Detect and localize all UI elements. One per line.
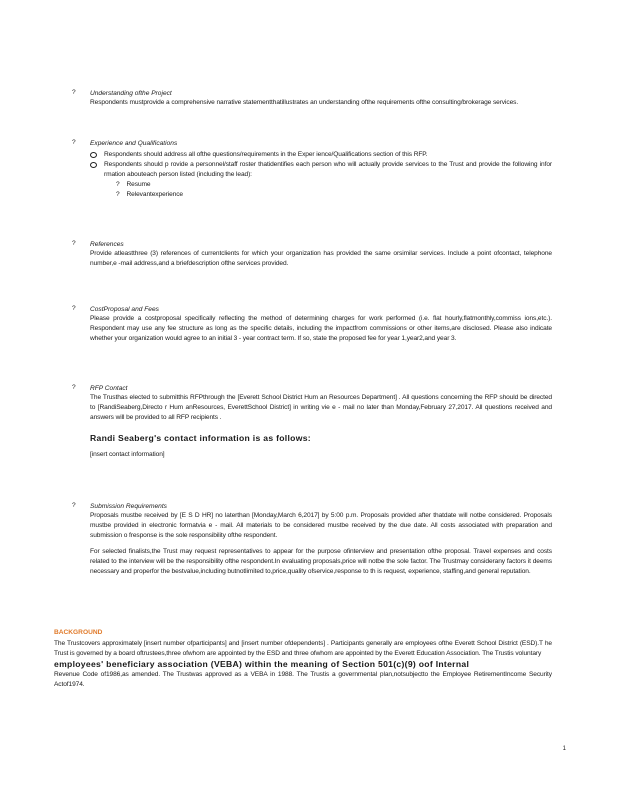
background-heading: BACKGROUND bbox=[54, 629, 103, 636]
section-text: Provide atleastthree (3) references of currentclients for which your organization has provided the same orsimilar services. Include a point ofcontact, telephone number,e -mail address,and a briefdescription ofthe services provided. bbox=[90, 250, 552, 267]
bullet-marker: ? bbox=[72, 502, 76, 509]
section-heading: References bbox=[90, 241, 124, 248]
section-background bbox=[54, 629, 552, 690]
section-cost-proposal bbox=[72, 305, 552, 344]
section-understanding bbox=[72, 89, 552, 108]
section-rfp-contact bbox=[72, 384, 552, 460]
background-text-2: Revenue Code of1986,as amended. The Trustwas approved as a VEBA in 1988. The Trustis a governmental plan,notsubjectto the Employee RetirementIncome Security Actof1974. bbox=[54, 671, 552, 688]
sub-list bbox=[116, 180, 552, 200]
background-emphasis: employees' beneficiary association (VEBA) within the meaning of Section 501(c)(9) oof Internal bbox=[54, 659, 470, 669]
section-references bbox=[72, 240, 552, 269]
bullet-marker: ? bbox=[72, 89, 76, 96]
section-text: Respondents mustprovide a comprehensive narrative statementthatillustrates an understanding ofthe requirements ofthe consulting/brokerage services. bbox=[90, 99, 519, 106]
page-number: 1 bbox=[562, 746, 566, 752]
bullet-marker: ? bbox=[72, 139, 76, 146]
section-heading: Experience and Qualifications bbox=[90, 140, 178, 147]
section-heading: RFP Contact bbox=[90, 385, 128, 392]
bullet-marker: ? bbox=[72, 240, 76, 247]
circle-bullet-icon bbox=[90, 152, 97, 158]
background-text: The Trustcovers approximately [insert number ofparticipants] and [insert number ofdependents] . Participants generally are employees ofthe Everett School District (ESD).T he Trust is governed by a board oftrustees,three ofwhom are appointed by the ESD and three ofwhom are appointed by the Everett Education Association. The Trustis voluntary bbox=[54, 640, 552, 657]
bullet-marker: ? bbox=[72, 305, 76, 312]
list-item bbox=[90, 150, 552, 160]
section-text-2: For selected finalists,the Trust may request representatives to appear for the purpose ofinterview and presentation ofthe proposal. Travel expenses and costs related to the interview will be the responsibility ofthe respondent.In evaluating proposals,price will notbe the sole factor. The Trustmay considerany factors it deems necessary and properfor the bestvalue,including butnotlimited to,price,quality ofservice,response to th is request, experience, staffing,and general reputation. bbox=[90, 548, 552, 575]
sub-list-item: ? Resume bbox=[116, 181, 151, 188]
contact-insert: [insert contact information] bbox=[90, 451, 165, 458]
section-experience bbox=[72, 139, 552, 200]
section-heading: Submission Requirements bbox=[90, 503, 167, 510]
section-text: Proposals mustbe received by [E S D HR] no laterthan [Monday,March 6,2017] by 5:00 p.m. Proposals provided after thatdate will notbe considered. Proposals mustbe provided in electronic formatvia e - mail. All materials to be considered mustbe received by the due date. All costs associated with preparation and submission o fresponse is the sole responsibility ofthe respondent. bbox=[90, 512, 552, 539]
list-item-text: Respondents should address all ofthe questions/requirements in the Exper ience/Qualifications section of this RFP. bbox=[104, 151, 428, 158]
section-text: The Trusthas elected to submitthis RFPthrough the [Everett School District Hum an Resources Department] . All questions concerning the RFP should be directed to [RandiSeaberg,Directo r Hum anResources, EverettSchool District] in writing vie e - mail no later than Monday,February 27,2017. All questions received and answers will be provided to all RFP recipients . bbox=[90, 394, 552, 421]
list-item-text: Respondents should p rovide a personnel/staff roster thatidentifies each person who will actually provide services to the Trust and provide the following infor rmation abouteach person listed (including the lead): bbox=[104, 161, 552, 178]
list-item bbox=[90, 160, 552, 180]
sub-list-item: ? Relevantexperience bbox=[116, 191, 183, 198]
section-submission bbox=[72, 502, 552, 577]
section-heading: Understanding ofthe Project bbox=[90, 90, 172, 97]
section-heading: CostProposal and Fees bbox=[90, 306, 159, 313]
contact-emphasis: Randi Seaberg's contact information is as follows: bbox=[90, 433, 311, 443]
section-text: Please provide a costproposal specifically reflecting the method of determining charges for work performed (i.e. flat hourly,flatmonthly,commiss ions,etc.). Respondent may use any fee structure as long as the specific details, including the impactfrom commissions or other items,are disclosed. Please also indicate whether your organization would agree to an initial 3 - year contract term. If so, state the proposed fee for year 1,year2,and year 3. bbox=[90, 315, 552, 342]
circle-bullet-icon bbox=[90, 162, 97, 168]
bullet-marker: ? bbox=[72, 384, 76, 391]
